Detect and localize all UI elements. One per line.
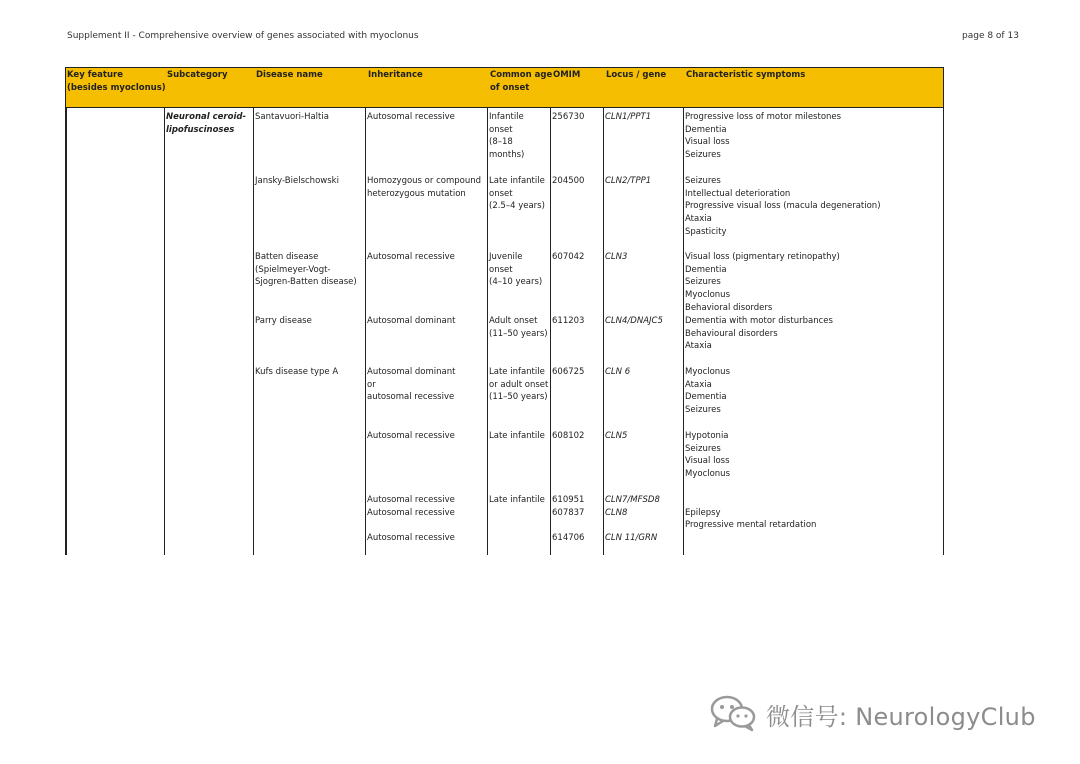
document-header-title: Supplement II - Comprehensive overview of genes associated with myoclonus: [67, 31, 419, 41]
page-number: page 8 of 13: [962, 31, 1019, 41]
watermark-text: 微信号: NeurologyClub: [766, 702, 1036, 731]
onset-cell: Infantile onset (8–18 months): [489, 112, 525, 161]
omim-cell: 256730: [552, 112, 585, 122]
locus-cell: CLN5: [605, 431, 628, 441]
disease-name-cell: Parry disease: [255, 316, 312, 326]
column-rule: [683, 108, 684, 555]
subcategory-cell: Neuronal ceroid- lipofuscinoses: [166, 112, 246, 135]
header-subcategory: Subcategory: [167, 70, 228, 80]
header-key-feature: Key feature (besides myoclonus): [67, 70, 166, 93]
disease-name-cell: Santavuori-Haltia: [255, 112, 329, 122]
omim-cell: 204500: [552, 176, 585, 186]
inheritance-cell: Autosomal dominant: [367, 316, 456, 326]
locus-cell: CLN4/DNAJC5: [605, 316, 663, 326]
locus-cell: CLN3: [605, 252, 628, 262]
header-symptoms: Characteristic symptoms: [686, 70, 806, 80]
disease-name-cell: Kufs disease type A: [255, 367, 339, 377]
omim-cell: 608102: [552, 431, 585, 441]
omim-cell: 614706: [552, 533, 585, 543]
column-rule: [943, 108, 945, 555]
inheritance-cell: Autosomal recessive Autosomal recessive: [367, 495, 455, 518]
column-rule: [164, 108, 165, 555]
column-rule: [253, 108, 254, 555]
column-rule: [487, 108, 488, 555]
header-age-of-onset: Common age of onset: [490, 70, 553, 93]
column-rule: [65, 108, 67, 555]
symptoms-cell: Progressive loss of motor milestones Dementia Visual loss Seizures: [685, 112, 842, 161]
symptoms-cell: Dementia with motor disturbances Behavioural disorders Ataxia: [685, 316, 833, 352]
inheritance-cell: Autosomal recessive: [367, 252, 455, 262]
inheritance-cell: Autosomal recessive: [367, 533, 455, 543]
onset-cell: Late infantile or adult onset (11–50 years): [489, 367, 549, 403]
locus-cell: CLN1/PPT1: [605, 112, 652, 122]
onset-cell: Late infantile: [489, 495, 545, 505]
onset-cell: Juvenile onset (4–10 years): [489, 252, 543, 288]
header-locus: Locus / gene: [606, 70, 667, 80]
onset-cell: Late infantile: [489, 431, 545, 441]
omim-cell: 606725: [552, 367, 585, 377]
symptoms-cell: Myoclonus Ataxia Dementia Seizures: [685, 367, 731, 416]
symptoms-cell: Hypotonia Seizures Visual loss Myoclonus: [685, 431, 731, 480]
onset-cell: Adult onset (11–50 years): [489, 316, 548, 339]
locus-cell: CLN 11/GRN: [605, 533, 658, 543]
symptoms-cell: Seizures Intellectual deterioration Progressive visual loss (macula degeneration) Ataxia Spasticity: [685, 176, 881, 237]
locus-cell: CLN2/TPP1: [605, 176, 652, 186]
header-disease-name: Disease name: [256, 70, 323, 80]
inheritance-cell: Autosomal recessive: [367, 431, 455, 441]
locus-cell: CLN7/MFSD8 CLN8: [605, 495, 660, 518]
gene-table: [65, 67, 944, 555]
wechat-icon: [708, 692, 758, 736]
header-inheritance: Inheritance: [368, 70, 423, 80]
omim-cell: 607042: [552, 252, 585, 262]
onset-cell: Late infantile onset (2.5–4 years): [489, 176, 545, 212]
header-omim: OMIM: [553, 70, 581, 80]
symptoms-cell: Visual loss (pigmentary retinopathy) Dementia Seizures Myoclonus Behavioral disorders: [685, 252, 840, 313]
symptoms-cell: Epilepsy Progressive mental retardation: [685, 507, 817, 531]
inheritance-cell: Homozygous or compound heterozygous mutation: [367, 176, 481, 199]
inheritance-cell: Autosomal dominant or autosomal recessive: [367, 367, 456, 403]
disease-name-cell: Batten disease (Spielmeyer-Vogt- Sjogren-Batten disease): [255, 252, 357, 288]
column-rule: [550, 108, 551, 555]
disease-name-cell: Jansky-Bielschowski: [255, 176, 339, 186]
locus-cell: CLN 6: [605, 367, 631, 377]
column-rule: [365, 108, 366, 555]
omim-cell: 610951 607837: [552, 495, 585, 518]
table-header-row: [65, 67, 944, 108]
watermark: [708, 692, 1036, 736]
omim-cell: 611203: [552, 316, 585, 326]
column-rule: [603, 108, 604, 555]
inheritance-cell: Autosomal recessive: [367, 112, 455, 122]
